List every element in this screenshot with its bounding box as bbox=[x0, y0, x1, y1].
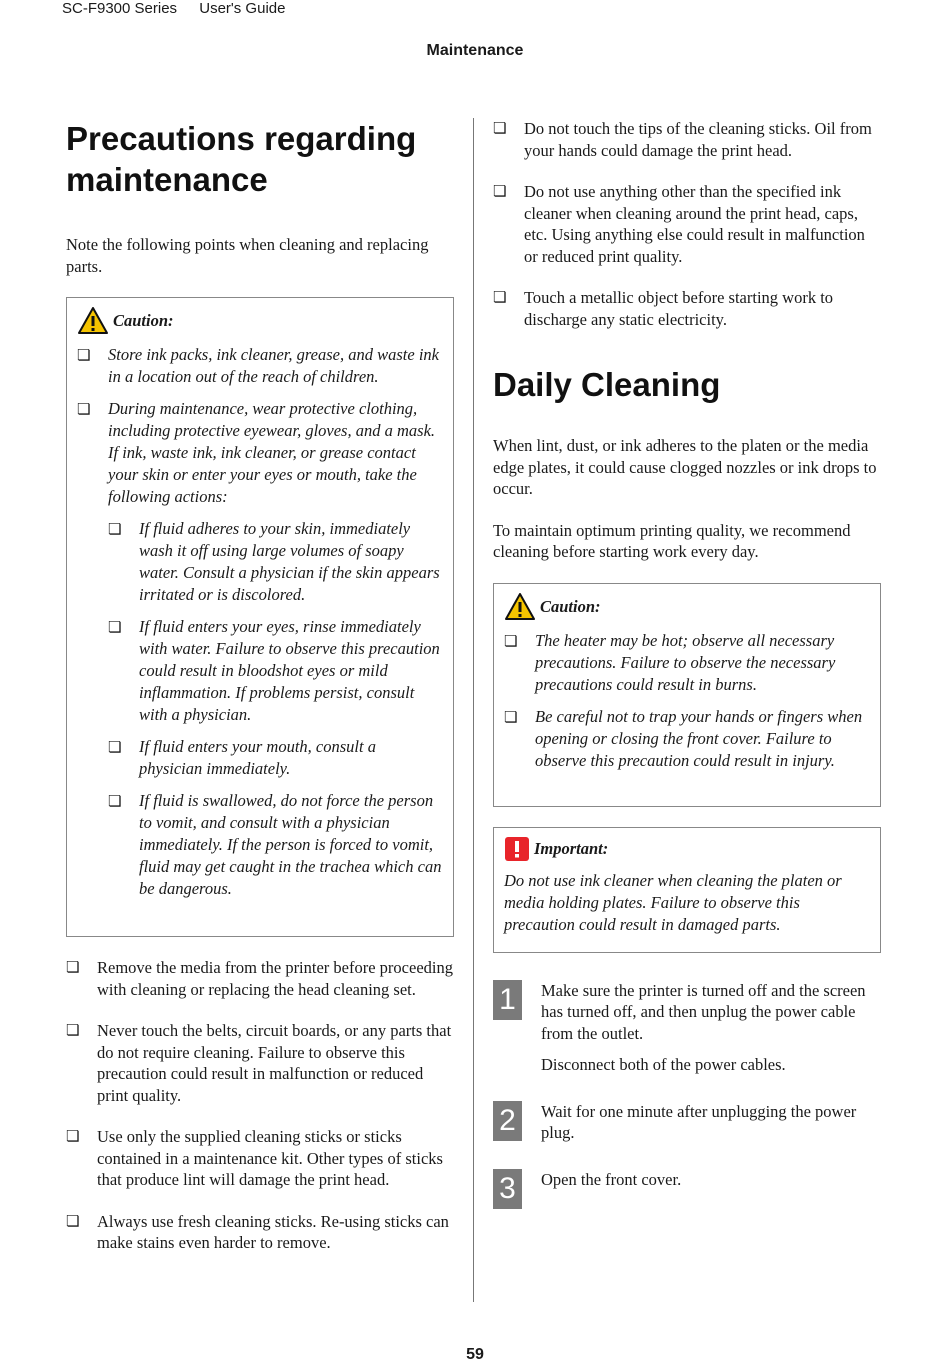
running-header bbox=[62, 0, 285, 17]
important-title bbox=[504, 836, 870, 862]
precaution-item: ❏ Remove the media from the printer before proceeding with cleaning or replacing the head cleaning set. bbox=[66, 958, 453, 999]
step-3 bbox=[493, 1169, 881, 1205]
checkbox-bullet-icon: ❏ bbox=[77, 346, 91, 364]
step-number: 1 bbox=[493, 980, 522, 1020]
intro-paragraph: Note the following points when cleaning and replacing parts. bbox=[66, 235, 429, 276]
step-1 bbox=[493, 980, 881, 1076]
important-box bbox=[493, 827, 881, 953]
checkbox-bullet-icon: ❏ bbox=[108, 618, 122, 636]
precaution-item: ❏ Do not touch the tips of the cleaning sticks. Oil from your hands could damage the print head. bbox=[493, 119, 872, 160]
precautions-heading: Precautions regarding maintenance bbox=[66, 120, 417, 198]
step-text: Wait for one minute after unplugging the power plug. bbox=[541, 1101, 857, 1142]
important-label: Important: bbox=[534, 838, 609, 858]
caution-sub-item: ❏ If fluid enters your eyes, rinse immediately with water. Failure to observe this precaution could result in bloodshot eyes or mild inflammation. If problems persist, consult with a physician. bbox=[108, 617, 440, 724]
section-title: Maintenance bbox=[426, 42, 524, 59]
checkbox-bullet-icon: ❏ bbox=[77, 400, 91, 418]
checkbox-bullet-icon: ❏ bbox=[66, 1021, 80, 1039]
checkbox-bullet-icon: ❏ bbox=[108, 738, 122, 756]
warning-triangle-icon bbox=[504, 592, 536, 622]
step-text: Open the front cover. bbox=[541, 1169, 682, 1189]
daily-cleaning-heading: Daily Cleaning bbox=[493, 366, 721, 403]
checkbox-bullet-icon: ❏ bbox=[66, 958, 80, 976]
caution-label: Caution: bbox=[540, 596, 601, 616]
step-text: Make sure the printer is turned off and the screen has turned off, and then unplug the power cable from the outlet. bbox=[541, 980, 866, 1043]
caution-title bbox=[77, 306, 443, 336]
checkbox-bullet-icon: ❏ bbox=[493, 182, 507, 200]
caution-sub-item: ❏ If fluid adheres to your skin, immediately wash it off using large volumes of soapy water. Consult a physician if the skin appears irritated or is discolored. bbox=[108, 519, 440, 604]
checkbox-bullet-icon: ❏ bbox=[504, 631, 518, 650]
checkbox-bullet-icon: ❏ bbox=[108, 520, 122, 538]
checkbox-bullet-icon: ❏ bbox=[493, 119, 507, 137]
caution-box bbox=[66, 297, 454, 937]
caution-title bbox=[504, 592, 870, 622]
step-number: 3 bbox=[493, 1169, 522, 1209]
precaution-item: ❏ Always use fresh cleaning sticks. Re-using sticks can make stains even harder to remove. bbox=[66, 1211, 449, 1252]
precaution-item: ❏ Do not use anything other than the specified ink cleaner when cleaning around the print head, caps, etc. Using anything else could result in malfunction or reduced print quality. bbox=[493, 182, 865, 266]
caution-sub-item: ❏ If fluid enters your mouth, consult a physician immediately. bbox=[108, 737, 376, 778]
caution-followup: If ink, waste ink, ink cleaner, or grease contact your skin or enter your eyes or mouth, take the following actions: bbox=[108, 443, 417, 506]
checkbox-bullet-icon: ❏ bbox=[493, 288, 507, 306]
checkbox-bullet-icon: ❏ bbox=[108, 792, 122, 810]
page-number: 59 bbox=[466, 1346, 484, 1363]
checkbox-bullet-icon: ❏ bbox=[66, 1211, 80, 1230]
caution-sub-item: ❏ If fluid is swallowed, do not force the person to vomit, and consult with a physician immediately. If the person is forced to vomit, fluid may get caught in the trachea which can be dangerous. bbox=[108, 791, 442, 898]
precaution-item: ❏ Never touch the belts, circuit boards, or any parts that do not require cleaning. Failure to observe this precaution could result in malfunction or reduced print quality. bbox=[66, 1021, 452, 1105]
precautions-list bbox=[66, 957, 454, 1254]
important-text: Do not use ink cleaner when cleaning the platen or media holding plates. Failure to observe this precaution could result in damaged parts. bbox=[504, 870, 842, 934]
caution-item: ❏ During maintenance, wear protective clothing, including protective eyewear, gloves, and a mask. If ink, waste ink, ink cleaner, or grease contact your skin or enter your eyes or mouth, take the following actions: ❏ If fluid adheres to your skin, immediately wash it off using large volumes of soapy water. Consult a physician if the skin appears irritated or is discolored. ❏ If fluid enters your eyes, rinse immediately with water. Failure to observe this precaution could result in bloodshot eyes or mild inflammation. If problems persist, consult with a physician. ❏ If fluid enters your mouth, consult a physician immediately. ❏ If fluid is swallowed, do not force the person to vomit, and consult with a physician immediately. If the person is forced to vomit, fluid may get caught in the trachea which can be dangerous. bbox=[77, 399, 442, 898]
daily-cleaning-paragraph-1: When lint, dust, or ink adheres to the platen or the media edge plates, it could cause clogged nozzles or ink drops to occur. bbox=[493, 436, 877, 498]
column-divider bbox=[473, 118, 474, 1302]
caution-item: ❏ The heater may be hot; observe all necessary precautions. Failure to observe the necessary precautions could result in burns. bbox=[504, 630, 836, 694]
caution-box bbox=[493, 583, 881, 807]
precautions-list-continued bbox=[493, 118, 881, 330]
caution-label: Caution: bbox=[113, 311, 174, 330]
precaution-item: ❏ Use only the supplied cleaning sticks or sticks contained in a maintenance kit. Other types of sticks that produce lint will damage the print head. bbox=[66, 1127, 443, 1189]
product-name: SC-F9300 Series bbox=[62, 0, 178, 17]
step-note: Disconnect both of the power cables. bbox=[541, 1055, 786, 1074]
step-2 bbox=[493, 1101, 881, 1144]
warning-triangle-icon bbox=[77, 306, 109, 336]
step-number: 2 bbox=[493, 1101, 522, 1141]
caution-item: ❏ Store ink packs, ink cleaner, grease, and waste ink in a location out of the reach of children. bbox=[77, 345, 439, 386]
precaution-item: ❏ Touch a metallic object before starting work to discharge any static electricity. bbox=[493, 288, 834, 329]
caution-item: ❏ Be careful not to trap your hands or fingers when opening or closing the front cover. Failure to observe this precaution could result in injury. bbox=[504, 706, 863, 770]
daily-cleaning-paragraph-2: To maintain optimum printing quality, we recommend cleaning before starting work every day. bbox=[493, 520, 851, 561]
guide-name: User's Guide bbox=[199, 0, 286, 17]
checkbox-bullet-icon: ❏ bbox=[66, 1127, 80, 1145]
right-column bbox=[493, 118, 881, 1205]
important-exclamation-icon bbox=[504, 836, 530, 862]
left-column bbox=[66, 118, 454, 1254]
checkbox-bullet-icon: ❏ bbox=[504, 707, 518, 726]
